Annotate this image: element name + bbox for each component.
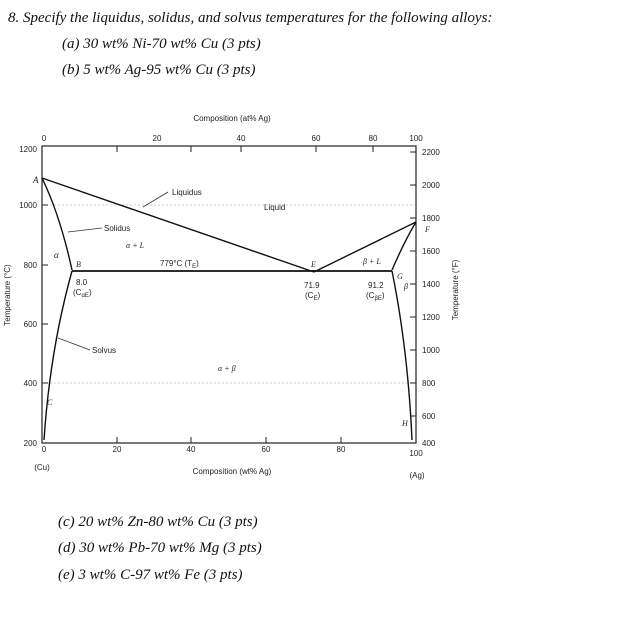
- right-tick-1400: 1400: [422, 280, 440, 289]
- right-tick-600: 600: [422, 412, 436, 421]
- solidus-right: [392, 222, 416, 270]
- b-subscript: $(C_{\alpha E})$: [73, 288, 92, 299]
- bottom-end-cu: (Cu): [34, 463, 50, 472]
- b-value: 8.0: [76, 278, 88, 287]
- point-g: G: [397, 272, 403, 281]
- left-tick-1200: 1200: [19, 145, 37, 154]
- bottom-tick-100: 100: [409, 449, 423, 458]
- question-title: 8. Specify the liquidus, solidus, and solvus temperatures for the following alloys:: [8, 10, 493, 26]
- label-solidus: Solidus: [104, 224, 131, 233]
- label-alpha-plus-beta: α + β: [218, 364, 236, 373]
- left-tick-800: 800: [23, 261, 37, 270]
- point-e: E: [311, 260, 316, 269]
- right-tick-800: 800: [422, 379, 436, 388]
- top-tick-40: 40: [236, 134, 246, 143]
- solvus-left: [44, 271, 72, 440]
- bottom-end-ag: (Ag): [409, 471, 425, 480]
- top-tick-60: 60: [311, 134, 321, 143]
- left-tick-600: 600: [23, 320, 37, 329]
- top-tick-0: 0: [41, 134, 47, 143]
- bottom-axis-ticks: [117, 437, 341, 443]
- label-solvus: Solvus: [92, 346, 117, 355]
- top-tick-20: 20: [152, 134, 162, 143]
- label-eutectic-temp: 779°C $(T_E)$: [160, 259, 199, 270]
- e-value: 71.9: [304, 281, 320, 290]
- right-tick-2000: 2000: [422, 181, 440, 190]
- bottom-tick-40: 40: [186, 445, 196, 454]
- right-tick-1600: 1600: [422, 247, 440, 256]
- label-beta: β: [404, 282, 408, 291]
- e-subscript: $(C_E)$: [305, 291, 321, 302]
- left-tick-400: 400: [23, 379, 37, 388]
- phase-boundaries: [42, 178, 416, 440]
- solvus-right: [392, 271, 412, 440]
- bottom-tick-80: 80: [336, 445, 346, 454]
- point-c: C: [47, 398, 53, 407]
- point-b: B: [76, 260, 81, 269]
- label-alpha-plus-liquid: α + L: [126, 241, 145, 250]
- point-f: F: [425, 225, 430, 234]
- right-tick-2200: 2200: [422, 148, 440, 157]
- left-axis-title: Temperature (°C): [3, 264, 12, 326]
- question-part-a: (a) 30 wt% Ni-70 wt% Cu (3 pts): [62, 36, 261, 52]
- left-tick-200: 200: [23, 439, 37, 448]
- point-a: A: [33, 175, 39, 185]
- bottom-tick-20: 20: [112, 445, 122, 454]
- right-axis-ticks: [410, 152, 416, 416]
- g-value: 91.2: [368, 281, 384, 290]
- label-beta-plus-liquid: β + L: [363, 257, 381, 266]
- grid-lines: [42, 205, 416, 383]
- question-part-c: (c) 20 wt% Zn-80 wt% Cu (3 pts): [58, 514, 258, 530]
- right-tick-1800: 1800: [422, 214, 440, 223]
- bottom-tick-0: 0: [41, 445, 47, 454]
- top-axis-ticks: [117, 146, 373, 152]
- question-part-b: (b) 5 wt% Ag-95 wt% Cu (3 pts): [62, 62, 256, 78]
- question-part-d: (d) 30 wt% Pb-70 wt% Mg (3 pts): [58, 540, 262, 556]
- bottom-tick-60: 60: [261, 445, 271, 454]
- plot-frame: [42, 146, 416, 443]
- top-tick-80: 80: [368, 134, 378, 143]
- left-axis-ticks: [42, 146, 48, 383]
- label-liquidus: Liquidus: [172, 188, 202, 197]
- top-tick-100: 100: [409, 134, 423, 143]
- left-tick-1000: 1000: [19, 201, 37, 210]
- right-axis-title: Temperature (°F): [451, 259, 460, 321]
- label-liquid: Liquid: [264, 203, 286, 212]
- right-tick-1000: 1000: [422, 346, 440, 355]
- g-subscript: $(C_{\beta E})$: [366, 291, 385, 302]
- question-part-e: (e) 3 wt% C-97 wt% Fe (3 pts): [58, 567, 243, 583]
- bottom-axis-title: Composition (wt% Ag): [192, 467, 272, 476]
- right-tick-1200: 1200: [422, 313, 440, 322]
- right-tick-400: 400: [422, 439, 436, 448]
- point-h: H: [402, 419, 408, 428]
- top-axis-title: Composition (at% Ag): [193, 114, 271, 123]
- label-alpha: α: [54, 250, 59, 260]
